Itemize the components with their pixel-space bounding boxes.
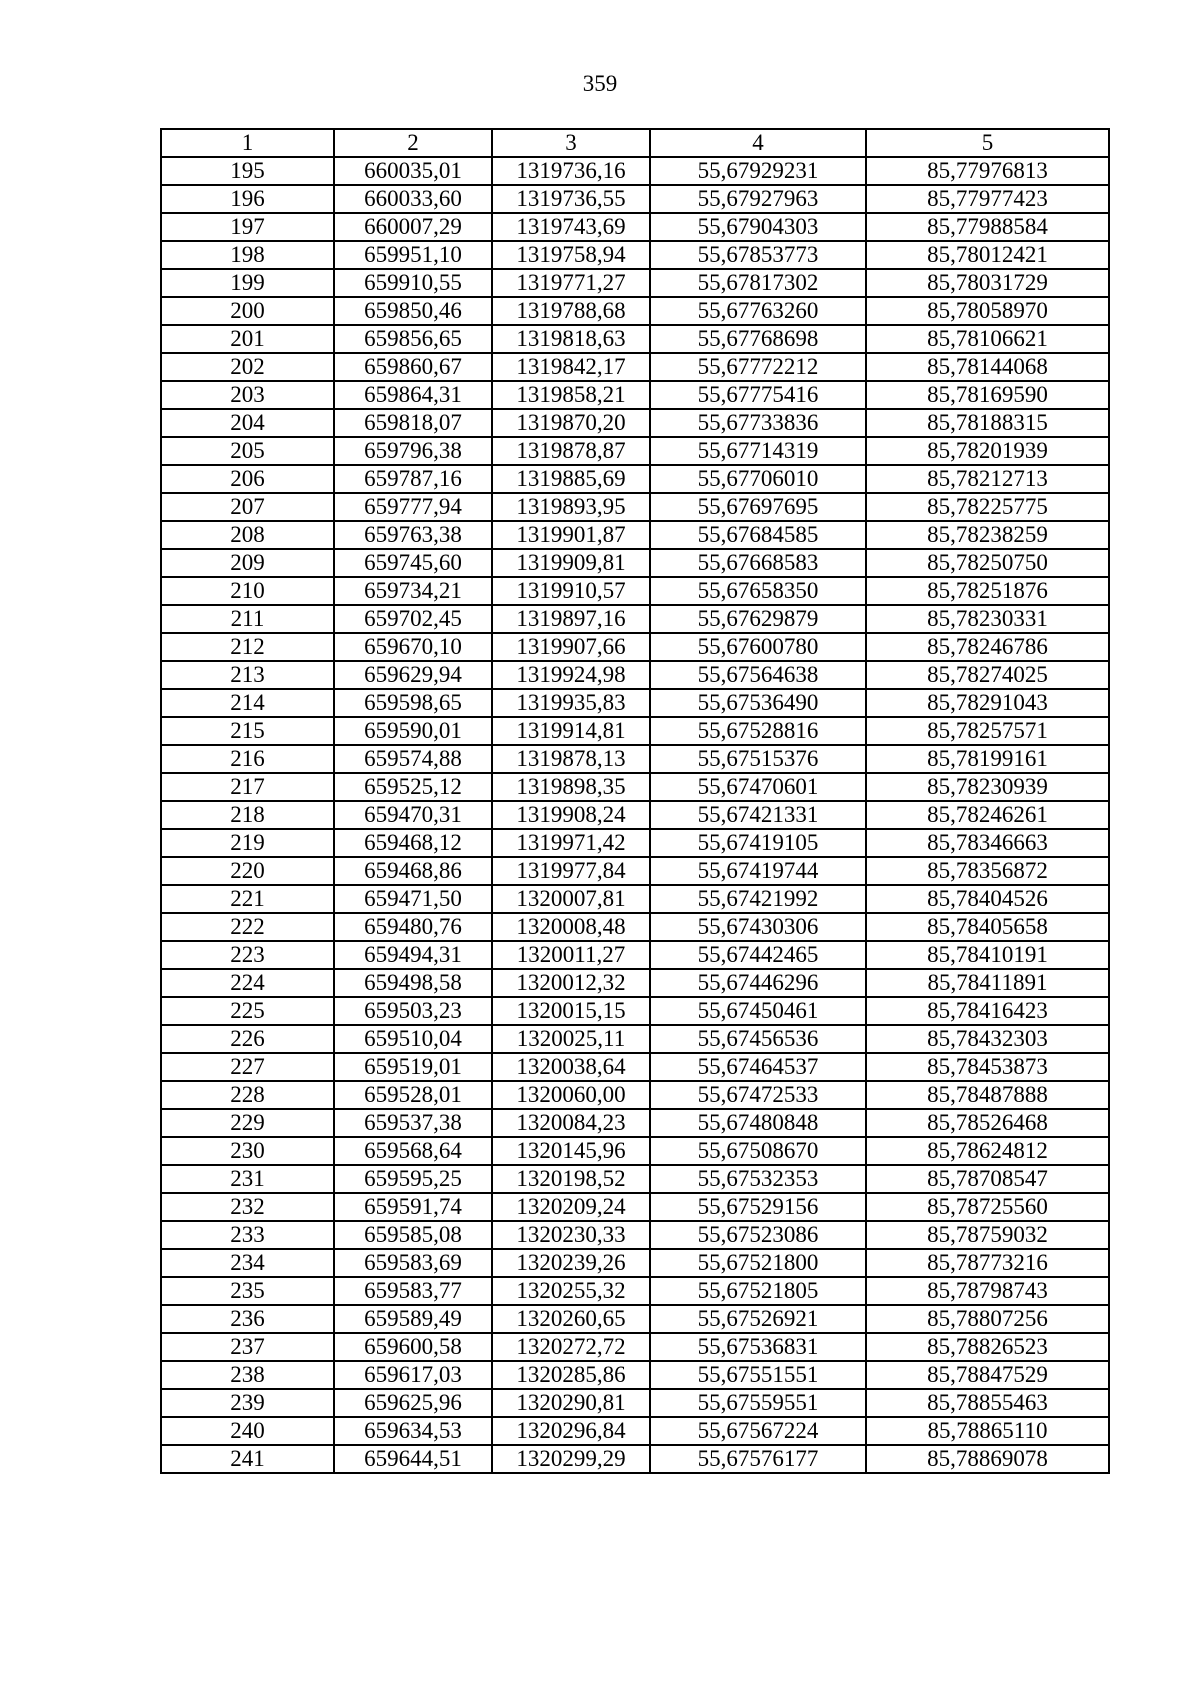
- latitude-cell: 55,67446296: [650, 969, 866, 997]
- x-coordinate-cell: 659763,38: [334, 521, 492, 549]
- y-coordinate-cell: 1320145,96: [492, 1137, 650, 1165]
- page-number: 359: [582, 71, 618, 96]
- point-number-cell: 221: [161, 885, 334, 913]
- point-number-cell: 207: [161, 493, 334, 521]
- y-coordinate-cell: 1319771,27: [492, 269, 650, 297]
- latitude-cell: 55,67521805: [650, 1277, 866, 1305]
- longitude-cell: 85,78798743: [866, 1277, 1109, 1305]
- point-number-cell: 201: [161, 325, 334, 353]
- y-coordinate-cell: 1320084,23: [492, 1109, 650, 1137]
- longitude-cell: 85,78624812: [866, 1137, 1109, 1165]
- x-coordinate-cell: 659951,10: [334, 241, 492, 269]
- longitude-cell: 85,78404526: [866, 885, 1109, 913]
- point-number-cell: 216: [161, 745, 334, 773]
- table-row: [161, 1389, 1109, 1417]
- latitude-cell: 55,67551551: [650, 1361, 866, 1389]
- table-row: [161, 493, 1109, 521]
- table-row: [161, 213, 1109, 241]
- latitude-cell: 55,67419744: [650, 857, 866, 885]
- latitude-cell: 55,67421331: [650, 801, 866, 829]
- y-coordinate-cell: 1319870,20: [492, 409, 650, 437]
- y-coordinate-cell: 1319977,84: [492, 857, 650, 885]
- table-row: [161, 269, 1109, 297]
- point-number-cell: 220: [161, 857, 334, 885]
- x-coordinate-cell: 659629,94: [334, 661, 492, 689]
- latitude-cell: 55,67532353: [650, 1165, 866, 1193]
- x-coordinate-cell: 659644,51: [334, 1445, 492, 1473]
- x-coordinate-cell: 659595,25: [334, 1165, 492, 1193]
- table-row: [161, 633, 1109, 661]
- table-row: [161, 745, 1109, 773]
- table-row: [161, 857, 1109, 885]
- y-coordinate-cell: 1319736,16: [492, 157, 650, 185]
- x-coordinate-cell: 659864,31: [334, 381, 492, 409]
- point-number-cell: 196: [161, 185, 334, 213]
- latitude-cell: 55,67526921: [650, 1305, 866, 1333]
- latitude-cell: 55,67464537: [650, 1053, 866, 1081]
- longitude-cell: 85,78432303: [866, 1025, 1109, 1053]
- x-coordinate-cell: 659585,08: [334, 1221, 492, 1249]
- y-coordinate-cell: 1320007,81: [492, 885, 650, 913]
- point-number-cell: 214: [161, 689, 334, 717]
- longitude-cell: 85,78453873: [866, 1053, 1109, 1081]
- y-coordinate-cell: 1319858,21: [492, 381, 650, 409]
- y-coordinate-cell: 1320230,33: [492, 1221, 650, 1249]
- x-coordinate-cell: 659468,12: [334, 829, 492, 857]
- point-number-cell: 203: [161, 381, 334, 409]
- point-number-cell: 223: [161, 941, 334, 969]
- x-coordinate-cell: 659525,12: [334, 773, 492, 801]
- point-number-cell: 218: [161, 801, 334, 829]
- y-coordinate-cell: 1320299,29: [492, 1445, 650, 1473]
- y-coordinate-cell: 1319909,81: [492, 549, 650, 577]
- x-coordinate-cell: 659470,31: [334, 801, 492, 829]
- y-coordinate-cell: 1319758,94: [492, 241, 650, 269]
- latitude-cell: 55,67763260: [650, 297, 866, 325]
- x-coordinate-cell: 659598,65: [334, 689, 492, 717]
- x-coordinate-cell: 659818,07: [334, 409, 492, 437]
- x-coordinate-cell: 659600,58: [334, 1333, 492, 1361]
- point-number-cell: 240: [161, 1417, 334, 1445]
- table-body: [161, 157, 1109, 1473]
- y-coordinate-cell: 1320008,48: [492, 913, 650, 941]
- longitude-cell: 85,78144068: [866, 353, 1109, 381]
- table-row: [161, 185, 1109, 213]
- x-coordinate-cell: 659702,45: [334, 605, 492, 633]
- longitude-cell: 85,78708547: [866, 1165, 1109, 1193]
- x-coordinate-cell: 659510,04: [334, 1025, 492, 1053]
- y-coordinate-cell: 1320290,81: [492, 1389, 650, 1417]
- point-number-cell: 227: [161, 1053, 334, 1081]
- table-row: [161, 1025, 1109, 1053]
- y-coordinate-cell: 1319971,42: [492, 829, 650, 857]
- column-header: 2: [334, 129, 492, 157]
- x-coordinate-cell: 659734,21: [334, 577, 492, 605]
- latitude-cell: 55,67904303: [650, 213, 866, 241]
- x-coordinate-cell: 659591,74: [334, 1193, 492, 1221]
- table-row: [161, 773, 1109, 801]
- x-coordinate-cell: 659634,53: [334, 1417, 492, 1445]
- latitude-cell: 55,67521800: [650, 1249, 866, 1277]
- longitude-cell: 85,78012421: [866, 241, 1109, 269]
- latitude-cell: 55,67706010: [650, 465, 866, 493]
- y-coordinate-cell: 1319898,35: [492, 773, 650, 801]
- x-coordinate-cell: 659503,23: [334, 997, 492, 1025]
- latitude-cell: 55,67528816: [650, 717, 866, 745]
- point-number-cell: 217: [161, 773, 334, 801]
- point-number-cell: 198: [161, 241, 334, 269]
- latitude-cell: 55,67456536: [650, 1025, 866, 1053]
- x-coordinate-cell: 659528,01: [334, 1081, 492, 1109]
- y-coordinate-cell: 1320239,26: [492, 1249, 650, 1277]
- longitude-cell: 85,78031729: [866, 269, 1109, 297]
- latitude-cell: 55,67419105: [650, 829, 866, 857]
- x-coordinate-cell: 659468,86: [334, 857, 492, 885]
- latitude-cell: 55,67430306: [650, 913, 866, 941]
- y-coordinate-cell: 1320260,65: [492, 1305, 650, 1333]
- longitude-cell: 85,78212713: [866, 465, 1109, 493]
- point-number-cell: 238: [161, 1361, 334, 1389]
- latitude-cell: 55,67772212: [650, 353, 866, 381]
- x-coordinate-cell: 659617,03: [334, 1361, 492, 1389]
- table-header: [161, 129, 1109, 157]
- latitude-cell: 55,67768698: [650, 325, 866, 353]
- y-coordinate-cell: 1320272,72: [492, 1333, 650, 1361]
- column-header: 3: [492, 129, 650, 157]
- longitude-cell: 85,78257571: [866, 717, 1109, 745]
- table-row: [161, 381, 1109, 409]
- column-header: 4: [650, 129, 866, 157]
- point-number-cell: 197: [161, 213, 334, 241]
- x-coordinate-cell: 659494,31: [334, 941, 492, 969]
- point-number-cell: 209: [161, 549, 334, 577]
- y-coordinate-cell: 1319935,83: [492, 689, 650, 717]
- point-number-cell: 231: [161, 1165, 334, 1193]
- x-coordinate-cell: 660033,60: [334, 185, 492, 213]
- y-coordinate-cell: 1320285,86: [492, 1361, 650, 1389]
- latitude-cell: 55,67472533: [650, 1081, 866, 1109]
- y-coordinate-cell: 1319885,69: [492, 465, 650, 493]
- table-row: [161, 1361, 1109, 1389]
- x-coordinate-cell: 659860,67: [334, 353, 492, 381]
- x-coordinate-cell: 659787,16: [334, 465, 492, 493]
- table-row: [161, 241, 1109, 269]
- x-coordinate-cell: 659583,77: [334, 1277, 492, 1305]
- latitude-cell: 55,67600780: [650, 633, 866, 661]
- latitude-cell: 55,67775416: [650, 381, 866, 409]
- point-number-cell: 234: [161, 1249, 334, 1277]
- y-coordinate-cell: 1320015,15: [492, 997, 650, 1025]
- point-number-cell: 200: [161, 297, 334, 325]
- latitude-cell: 55,67559551: [650, 1389, 866, 1417]
- longitude-cell: 85,78411891: [866, 969, 1109, 997]
- longitude-cell: 85,78356872: [866, 857, 1109, 885]
- table-row: [161, 941, 1109, 969]
- longitude-cell: 85,78225775: [866, 493, 1109, 521]
- y-coordinate-cell: 1320012,32: [492, 969, 650, 997]
- x-coordinate-cell: 659498,58: [334, 969, 492, 997]
- point-number-cell: 215: [161, 717, 334, 745]
- y-coordinate-cell: 1319924,98: [492, 661, 650, 689]
- longitude-cell: 85,78274025: [866, 661, 1109, 689]
- table-row: [161, 465, 1109, 493]
- table-row: [161, 1417, 1109, 1445]
- longitude-cell: 85,77988584: [866, 213, 1109, 241]
- point-number-cell: 229: [161, 1109, 334, 1137]
- table-row: [161, 157, 1109, 185]
- longitude-cell: 85,78106621: [866, 325, 1109, 353]
- y-coordinate-cell: 1319910,57: [492, 577, 650, 605]
- x-coordinate-cell: 659519,01: [334, 1053, 492, 1081]
- point-number-cell: 236: [161, 1305, 334, 1333]
- longitude-cell: 85,78169590: [866, 381, 1109, 409]
- latitude-cell: 55,67529156: [650, 1193, 866, 1221]
- point-number-cell: 205: [161, 437, 334, 465]
- table-row: [161, 1137, 1109, 1165]
- y-coordinate-cell: 1319914,81: [492, 717, 650, 745]
- table-row: [161, 1221, 1109, 1249]
- longitude-cell: 85,78230331: [866, 605, 1109, 633]
- longitude-cell: 85,77976813: [866, 157, 1109, 185]
- table-row: [161, 913, 1109, 941]
- point-number-cell: 210: [161, 577, 334, 605]
- table-row: [161, 1277, 1109, 1305]
- latitude-cell: 55,67536831: [650, 1333, 866, 1361]
- table-row: [161, 297, 1109, 325]
- latitude-cell: 55,67853773: [650, 241, 866, 269]
- longitude-cell: 85,78826523: [866, 1333, 1109, 1361]
- x-coordinate-cell: 659589,49: [334, 1305, 492, 1333]
- latitude-cell: 55,67564638: [650, 661, 866, 689]
- longitude-cell: 85,77977423: [866, 185, 1109, 213]
- x-coordinate-cell: 659583,69: [334, 1249, 492, 1277]
- longitude-cell: 85,78526468: [866, 1109, 1109, 1137]
- table-row: [161, 1305, 1109, 1333]
- longitude-cell: 85,78199161: [866, 745, 1109, 773]
- y-coordinate-cell: 1320011,27: [492, 941, 650, 969]
- x-coordinate-cell: 659796,38: [334, 437, 492, 465]
- y-coordinate-cell: 1319878,13: [492, 745, 650, 773]
- x-coordinate-cell: 659537,38: [334, 1109, 492, 1137]
- point-number-cell: 235: [161, 1277, 334, 1305]
- y-coordinate-cell: 1320038,64: [492, 1053, 650, 1081]
- point-number-cell: 204: [161, 409, 334, 437]
- latitude-cell: 55,67515376: [650, 745, 866, 773]
- point-number-cell: 211: [161, 605, 334, 633]
- table-row: [161, 885, 1109, 913]
- latitude-cell: 55,67421992: [650, 885, 866, 913]
- y-coordinate-cell: 1319788,68: [492, 297, 650, 325]
- x-coordinate-cell: 659745,60: [334, 549, 492, 577]
- x-coordinate-cell: 659850,46: [334, 297, 492, 325]
- point-number-cell: 195: [161, 157, 334, 185]
- latitude-cell: 55,67480848: [650, 1109, 866, 1137]
- longitude-cell: 85,78201939: [866, 437, 1109, 465]
- x-coordinate-cell: 659777,94: [334, 493, 492, 521]
- point-number-cell: 202: [161, 353, 334, 381]
- point-number-cell: 219: [161, 829, 334, 857]
- longitude-cell: 85,78487888: [866, 1081, 1109, 1109]
- point-number-cell: 239: [161, 1389, 334, 1417]
- longitude-cell: 85,78759032: [866, 1221, 1109, 1249]
- longitude-cell: 85,78246786: [866, 633, 1109, 661]
- longitude-cell: 85,78865110: [866, 1417, 1109, 1445]
- longitude-cell: 85,78188315: [866, 409, 1109, 437]
- x-coordinate-cell: 659480,76: [334, 913, 492, 941]
- latitude-cell: 55,67684585: [650, 521, 866, 549]
- table-row: [161, 997, 1109, 1025]
- point-number-cell: 241: [161, 1445, 334, 1473]
- point-number-cell: 222: [161, 913, 334, 941]
- longitude-cell: 85,78346663: [866, 829, 1109, 857]
- point-number-cell: 228: [161, 1081, 334, 1109]
- latitude-cell: 55,67697695: [650, 493, 866, 521]
- longitude-cell: 85,78410191: [866, 941, 1109, 969]
- x-coordinate-cell: 659910,55: [334, 269, 492, 297]
- table-row: [161, 661, 1109, 689]
- latitude-cell: 55,67927963: [650, 185, 866, 213]
- y-coordinate-cell: 1320025,11: [492, 1025, 650, 1053]
- point-number-cell: 213: [161, 661, 334, 689]
- y-coordinate-cell: 1320255,32: [492, 1277, 650, 1305]
- table-row: [161, 801, 1109, 829]
- y-coordinate-cell: 1320209,24: [492, 1193, 650, 1221]
- latitude-cell: 55,67733836: [650, 409, 866, 437]
- y-coordinate-cell: 1319818,63: [492, 325, 650, 353]
- y-coordinate-cell: 1319878,87: [492, 437, 650, 465]
- longitude-cell: 85,78250750: [866, 549, 1109, 577]
- latitude-cell: 55,67450461: [650, 997, 866, 1025]
- latitude-cell: 55,67523086: [650, 1221, 866, 1249]
- x-coordinate-cell: 659625,96: [334, 1389, 492, 1417]
- table-row: [161, 605, 1109, 633]
- x-coordinate-cell: 660035,01: [334, 157, 492, 185]
- table-row: [161, 1081, 1109, 1109]
- table-row: [161, 437, 1109, 465]
- table-row: [161, 1445, 1109, 1473]
- x-coordinate-cell: 660007,29: [334, 213, 492, 241]
- table-row: [161, 1053, 1109, 1081]
- longitude-cell: 85,78869078: [866, 1445, 1109, 1473]
- latitude-cell: 55,67567224: [650, 1417, 866, 1445]
- table-row: [161, 1193, 1109, 1221]
- latitude-cell: 55,67629879: [650, 605, 866, 633]
- y-coordinate-cell: 1319907,66: [492, 633, 650, 661]
- point-number-cell: 237: [161, 1333, 334, 1361]
- x-coordinate-cell: 659856,65: [334, 325, 492, 353]
- latitude-cell: 55,67508670: [650, 1137, 866, 1165]
- longitude-cell: 85,78238259: [866, 521, 1109, 549]
- y-coordinate-cell: 1320198,52: [492, 1165, 650, 1193]
- table-row: [161, 1165, 1109, 1193]
- point-number-cell: 199: [161, 269, 334, 297]
- table-row: [161, 1109, 1109, 1137]
- y-coordinate-cell: 1320060,00: [492, 1081, 650, 1109]
- y-coordinate-cell: 1319908,24: [492, 801, 650, 829]
- point-number-cell: 224: [161, 969, 334, 997]
- point-number-cell: 208: [161, 521, 334, 549]
- latitude-cell: 55,67442465: [650, 941, 866, 969]
- longitude-cell: 85,78773216: [866, 1249, 1109, 1277]
- latitude-cell: 55,67536490: [650, 689, 866, 717]
- latitude-cell: 55,67658350: [650, 577, 866, 605]
- longitude-cell: 85,78416423: [866, 997, 1109, 1025]
- point-number-cell: 212: [161, 633, 334, 661]
- y-coordinate-cell: 1319901,87: [492, 521, 650, 549]
- longitude-cell: 85,78807256: [866, 1305, 1109, 1333]
- latitude-cell: 55,67576177: [650, 1445, 866, 1473]
- longitude-cell: 85,78251876: [866, 577, 1109, 605]
- y-coordinate-cell: 1320296,84: [492, 1417, 650, 1445]
- point-number-cell: 225: [161, 997, 334, 1025]
- point-number-cell: 230: [161, 1137, 334, 1165]
- table-row: [161, 1333, 1109, 1361]
- y-coordinate-cell: 1319743,69: [492, 213, 650, 241]
- longitude-cell: 85,78246261: [866, 801, 1109, 829]
- y-coordinate-cell: 1319736,55: [492, 185, 650, 213]
- x-coordinate-cell: 659574,88: [334, 745, 492, 773]
- longitude-cell: 85,78725560: [866, 1193, 1109, 1221]
- longitude-cell: 85,78058970: [866, 297, 1109, 325]
- x-coordinate-cell: 659568,64: [334, 1137, 492, 1165]
- y-coordinate-cell: 1319893,95: [492, 493, 650, 521]
- coordinates-table: [160, 128, 1110, 1474]
- column-header: 5: [866, 129, 1109, 157]
- latitude-cell: 55,67929231: [650, 157, 866, 185]
- latitude-cell: 55,67817302: [650, 269, 866, 297]
- longitude-cell: 85,78230939: [866, 773, 1109, 801]
- table-row: [161, 717, 1109, 745]
- x-coordinate-cell: 659590,01: [334, 717, 492, 745]
- table-row: [161, 409, 1109, 437]
- table-row: [161, 689, 1109, 717]
- longitude-cell: 85,78847529: [866, 1361, 1109, 1389]
- header-row: [161, 129, 1109, 157]
- table-row: [161, 577, 1109, 605]
- point-number-cell: 233: [161, 1221, 334, 1249]
- table-row: [161, 969, 1109, 997]
- y-coordinate-cell: 1319842,17: [492, 353, 650, 381]
- longitude-cell: 85,78405658: [866, 913, 1109, 941]
- x-coordinate-cell: 659471,50: [334, 885, 492, 913]
- longitude-cell: 85,78855463: [866, 1389, 1109, 1417]
- longitude-cell: 85,78291043: [866, 689, 1109, 717]
- table-row: [161, 353, 1109, 381]
- point-number-cell: 232: [161, 1193, 334, 1221]
- y-coordinate-cell: 1319897,16: [492, 605, 650, 633]
- table-row: [161, 1249, 1109, 1277]
- latitude-cell: 55,67714319: [650, 437, 866, 465]
- table-row: [161, 325, 1109, 353]
- table-row: [161, 521, 1109, 549]
- x-coordinate-cell: 659670,10: [334, 633, 492, 661]
- point-number-cell: 226: [161, 1025, 334, 1053]
- table-row: [161, 829, 1109, 857]
- latitude-cell: 55,67470601: [650, 773, 866, 801]
- point-number-cell: 206: [161, 465, 334, 493]
- latitude-cell: 55,67668583: [650, 549, 866, 577]
- column-header: 1: [161, 129, 334, 157]
- table-row: [161, 549, 1109, 577]
